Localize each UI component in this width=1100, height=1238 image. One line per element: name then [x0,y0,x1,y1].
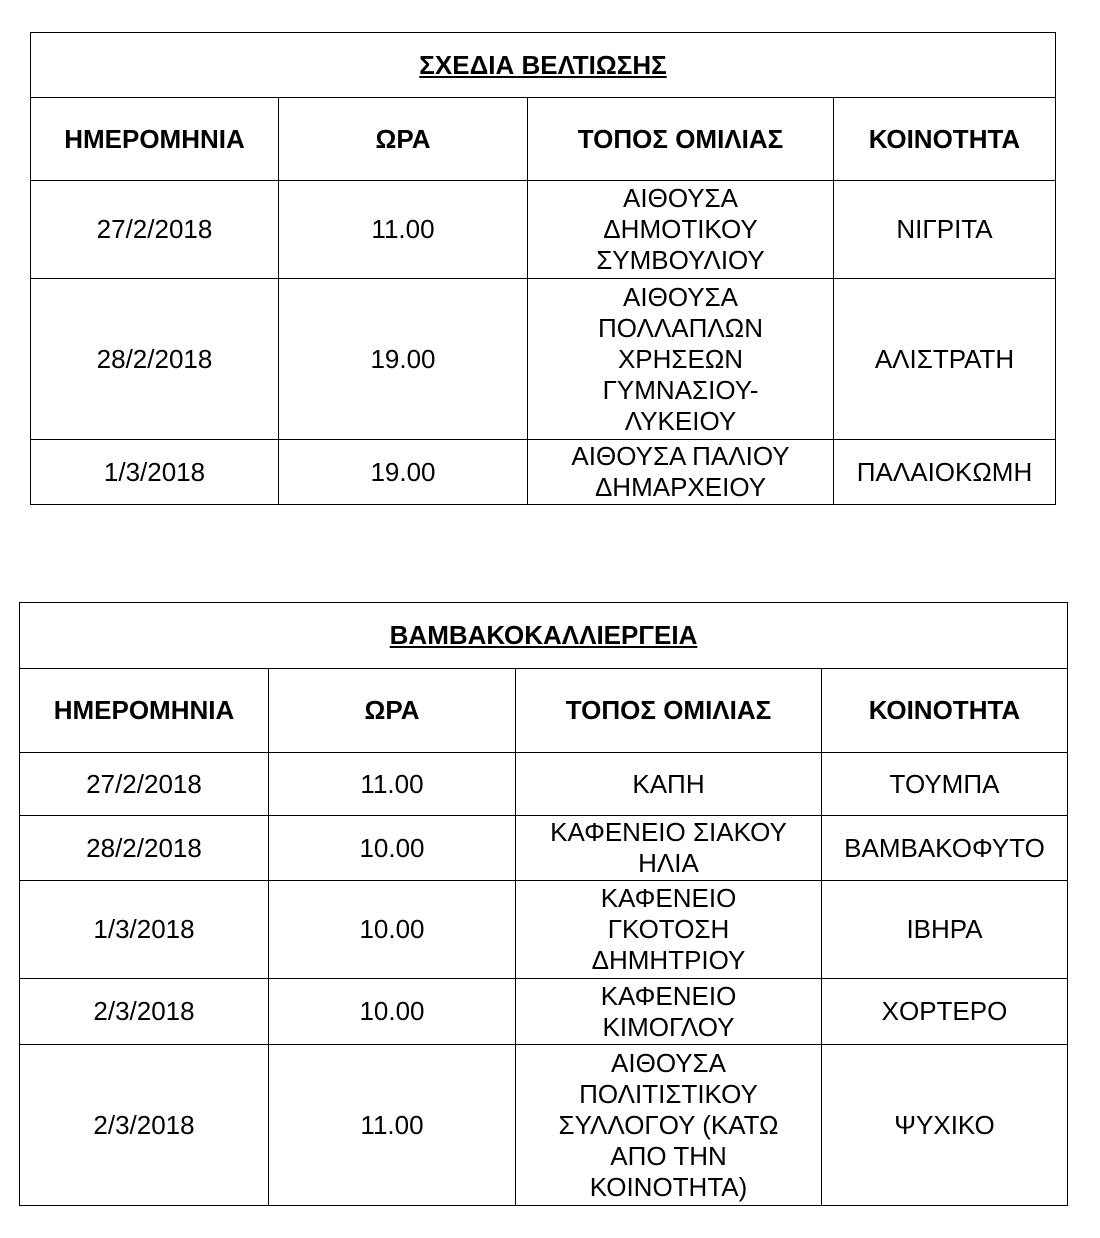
table-row [31,279,1056,440]
cell-time: 10.00 [269,816,516,881]
cell-venue: ΑΙΘΟΥΣΑ ΔΗΜΟΤΙΚΟΥ ΣΥΜΒΟΥΛΙΟΥ [528,181,834,279]
table-title: ΒΑΜΒΑΚΟΚΑΛΛΙΕΡΓΕΙΑ [20,603,1068,669]
table-row [20,1045,1068,1206]
header-time: ΩΡΑ [279,98,528,181]
schedule-table-cotton-cultivation [19,602,1068,1206]
table-header-row [20,669,1068,753]
cell-venue: ΑΙΘΟΥΣΑ ΠΟΛΙΤΙΣΤΙΚΟΥ ΣΥΛΛΟΓΟΥ (ΚΑΤΩ ΑΠΟ ΤΗΝ ΚΟΙΝΟΤΗΤΑ) [516,1045,822,1206]
cell-date: 27/2/2018 [20,753,269,816]
header-community: ΚΟΙΝΟΤΗΤΑ [822,669,1068,753]
cell-time: 10.00 [269,979,516,1045]
table-title-row [31,33,1056,98]
cell-community: ΝΙΓΡΙΤΑ [834,181,1056,279]
cell-date: 28/2/2018 [20,816,269,881]
cell-time: 11.00 [279,181,528,279]
table-header-row [31,98,1056,181]
cell-date: 2/3/2018 [20,1045,269,1206]
header-venue: ΤΟΠΟΣ ΟΜΙΛΙΑΣ [528,98,834,181]
table-row [20,753,1068,816]
cell-time: 11.00 [269,1045,516,1206]
schedule-table-improvement-plans [30,32,1056,505]
cell-venue: ΚΑΦΕΝΕΙΟ ΓΚΟΤΟΣΗ ΔΗΜΗΤΡΙΟΥ [516,881,822,979]
table-row [20,979,1068,1045]
table-row [20,881,1068,979]
cell-date: 1/3/2018 [20,881,269,979]
cell-community: ΙΒΗΡΑ [822,881,1068,979]
table-row [31,181,1056,279]
cell-date: 1/3/2018 [31,440,279,505]
header-venue: ΤΟΠΟΣ ΟΜΙΛΙΑΣ [516,669,822,753]
table-title: ΣΧΕΔΙΑ ΒΕΛΤΙΩΣΗΣ [31,33,1056,98]
header-date: ΗΜΕΡΟΜΗΝΙΑ [31,98,279,181]
cell-community: ΤΟΥΜΠΑ [822,753,1068,816]
table-row [31,440,1056,505]
header-community: ΚΟΙΝΟΤΗΤΑ [834,98,1056,181]
cell-date: 28/2/2018 [31,279,279,440]
cell-time: 11.00 [269,753,516,816]
cell-community: ΒΑΜΒΑΚΟΦΥΤΟ [822,816,1068,881]
table-row [20,816,1068,881]
cell-date: 2/3/2018 [20,979,269,1045]
cell-venue: ΑΙΘΟΥΣΑ ΠΟΛΛΑΠΛΩΝ ΧΡΗΣΕΩΝ ΓΥΜΝΑΣΙΟΥ-ΛΥΚΕΙΟΥ [528,279,834,440]
cell-community: ΨΥΧΙΚΟ [822,1045,1068,1206]
cell-community: ΑΛΙΣΤΡΑΤΗ [834,279,1056,440]
cell-time: 19.00 [279,279,528,440]
cell-time: 19.00 [279,440,528,505]
table-title-row [20,603,1068,669]
header-date: ΗΜΕΡΟΜΗΝΙΑ [20,669,269,753]
cell-community: ΠΑΛΑΙΟΚΩΜΗ [834,440,1056,505]
cell-date: 27/2/2018 [31,181,279,279]
cell-community: ΧΟΡΤΕΡΟ [822,979,1068,1045]
header-time: ΩΡΑ [269,669,516,753]
cell-venue: ΚΑΦΕΝΕΙΟ ΣΙΑΚΟΥ ΗΛΙΑ [516,816,822,881]
cell-time: 10.00 [269,881,516,979]
cell-venue: ΚΑΦΕΝΕΙΟ ΚΙΜΟΓΛΟΥ [516,979,822,1045]
cell-venue: ΑΙΘΟΥΣΑ ΠΑΛΙΟΥ ΔΗΜΑΡΧΕΙΟΥ [528,440,834,505]
cell-venue: ΚΑΠΗ [516,753,822,816]
